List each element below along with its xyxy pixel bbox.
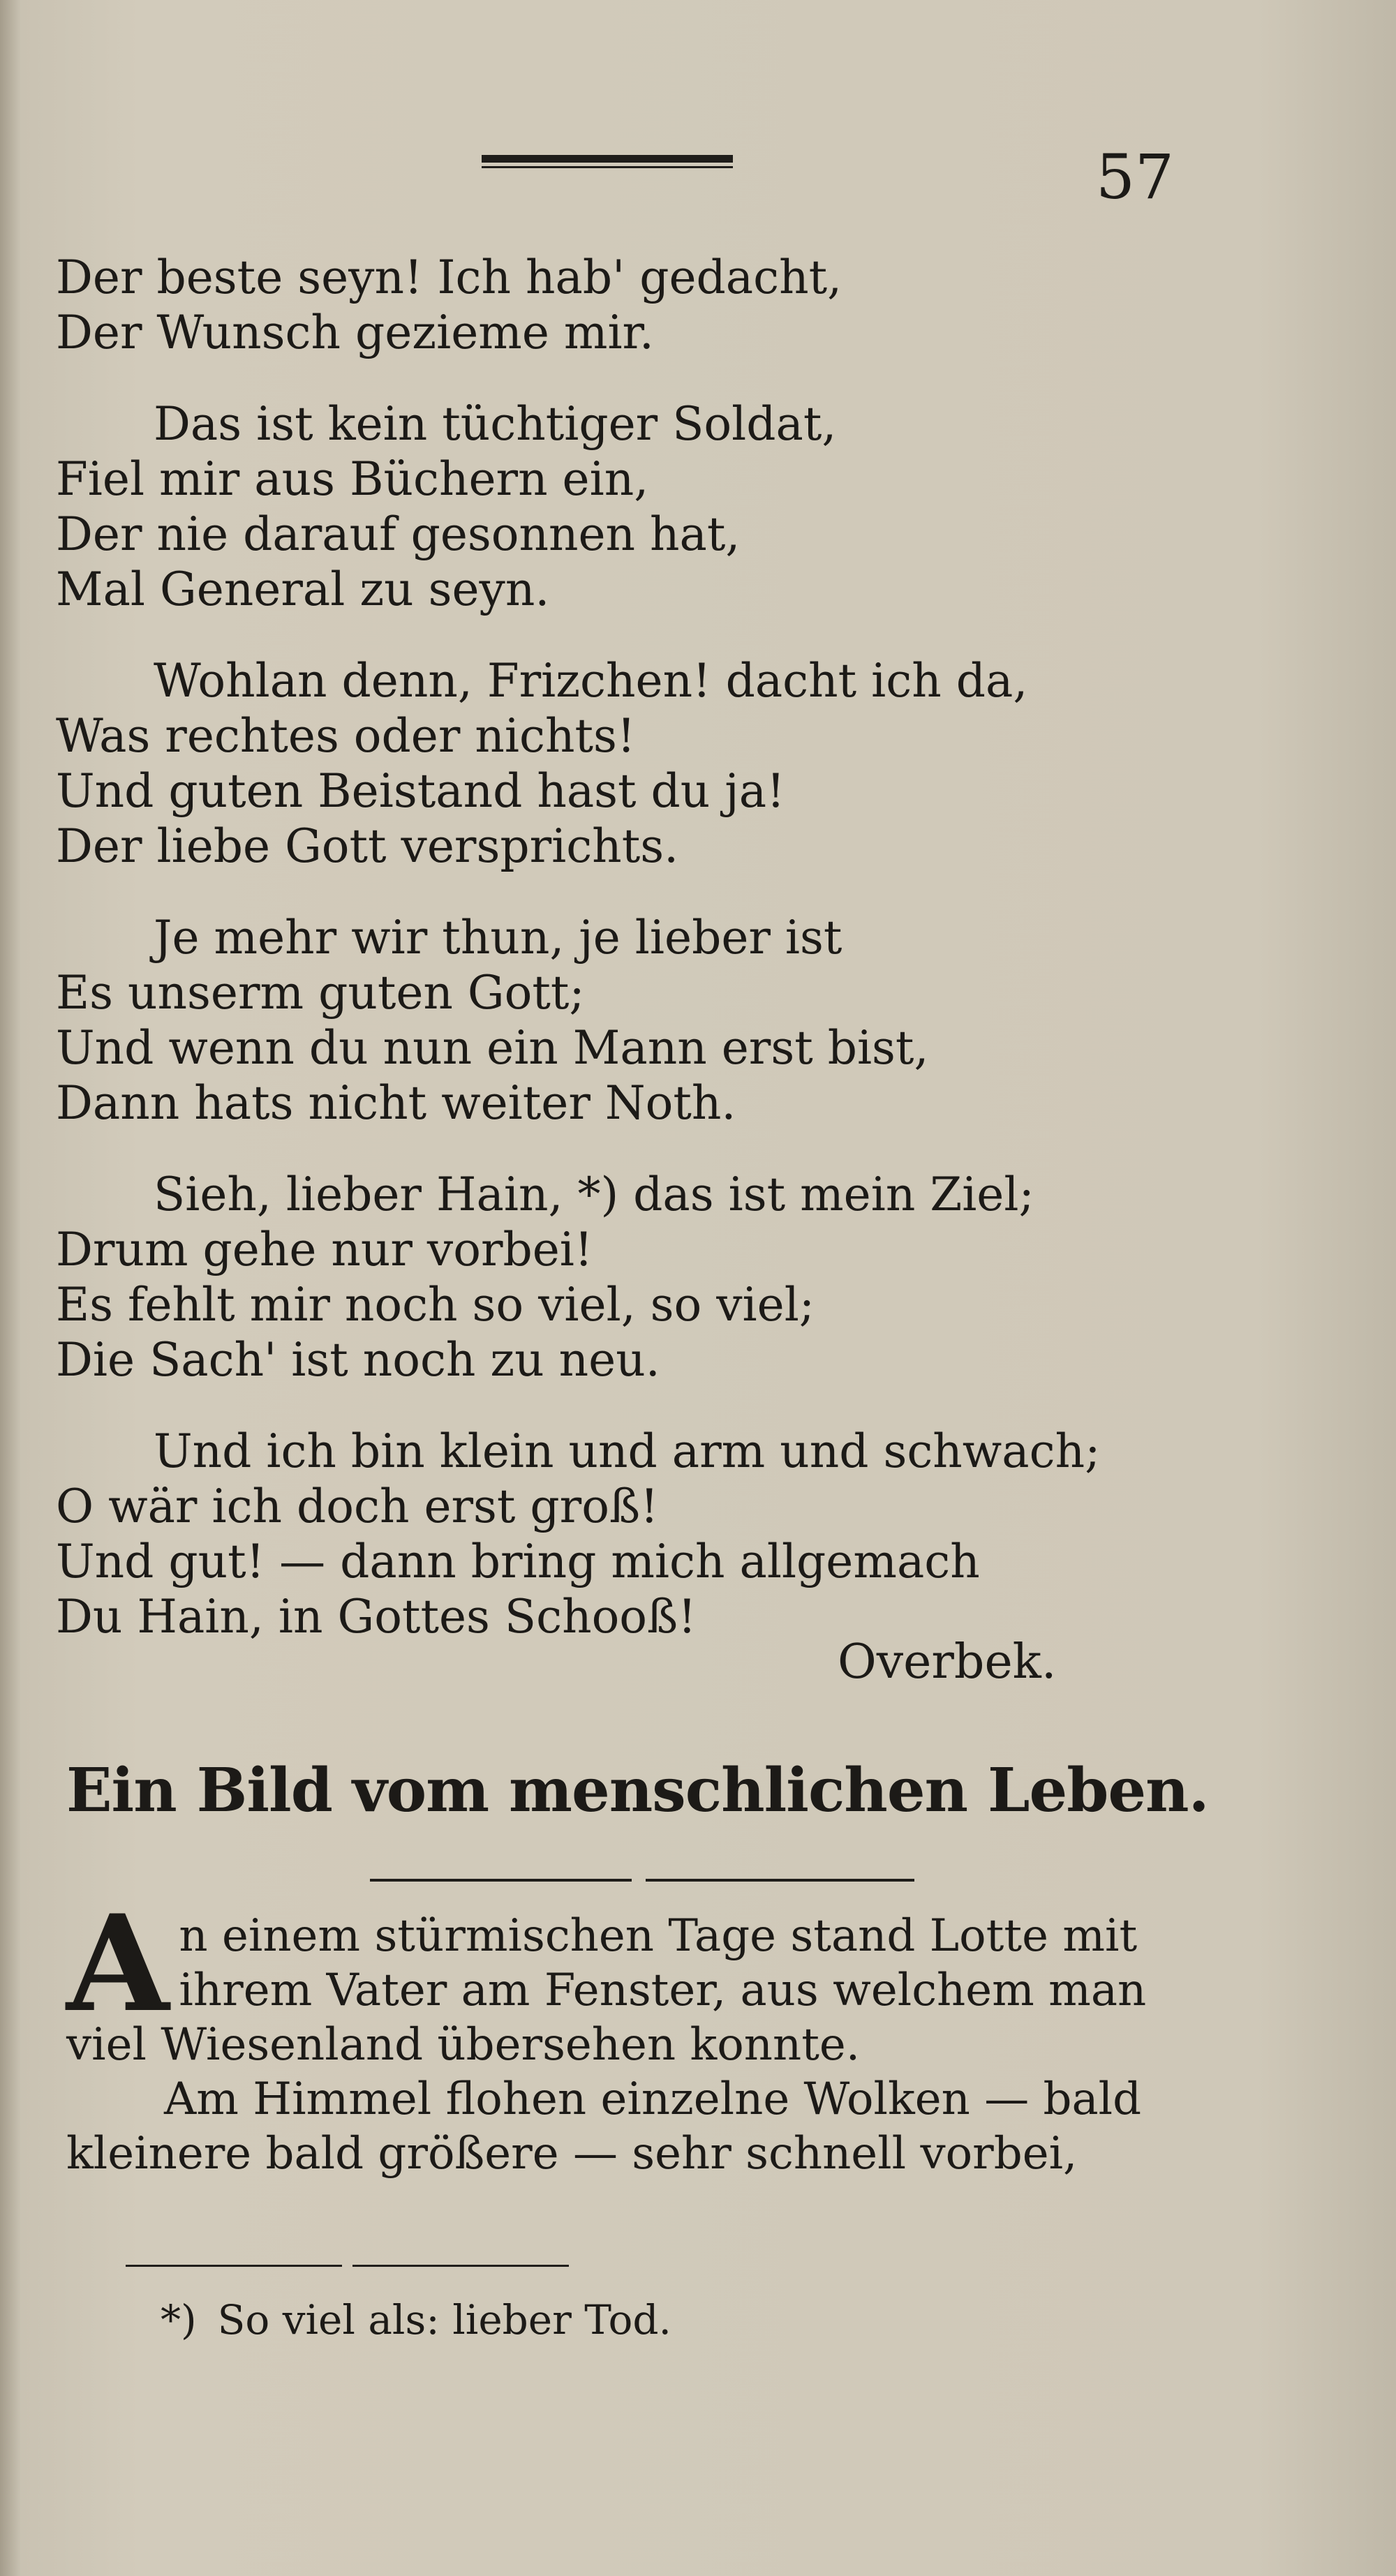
section-title: Ein Bild vom menschlichen Leben. [66, 1755, 1209, 1826]
poem-line: Du Hain, in Gottes Schooß! [56, 1590, 697, 1644]
poem-line: Der Wunsch gezieme mir. [56, 306, 654, 359]
stanza [56, 1424, 1208, 1644]
poem-line: O wär ich doch erst groß! [56, 1480, 659, 1533]
poem-line: Je mehr wir thun, je lieber ist [154, 911, 842, 965]
poem-line: Der nie darauf gesonnen hat, [56, 507, 741, 561]
poem-line: Der liebe Gott versprichts. [56, 819, 679, 873]
page-number: 57 [1096, 141, 1174, 213]
poem-line: Die Sach' ist noch zu neu. [56, 1333, 660, 1387]
footnote-rule-left [126, 2265, 342, 2267]
title-divider [370, 1879, 914, 1882]
footnote-rule-right [352, 2265, 569, 2267]
header-rule [482, 155, 733, 167]
footnote-text: So viel als: lieber Tod. [217, 2296, 671, 2344]
paragraph-1 [66, 1886, 1190, 2072]
poem-line: Der beste seyn! Ich hab' gedacht, [56, 251, 842, 304]
stanza [56, 396, 1208, 617]
poem-line: Fiel mir aus Büchern ein, [56, 452, 649, 506]
poem-line: Wohlan denn, Frizchen! dacht ich da, [154, 654, 1028, 708]
footnote-mark: *) [161, 2296, 197, 2344]
prose [66, 1886, 1190, 2181]
stanza [56, 910, 1208, 1131]
title-divider-left [370, 1879, 632, 1882]
poem-line: Dann hats nicht weiter Noth. [56, 1076, 736, 1130]
poem-line: Es unserm guten Gott; [56, 966, 585, 1020]
paragraph-1-text: n einem stürmischen Tage stand Lotte mit ihrem Vater am Fenster, aus welchem man viel Wiesenland übersehen konnte. [66, 1910, 1147, 2071]
poem-line: Und guten Beistand hast du ja! [56, 764, 785, 818]
poem-line: Sieh, lieber Hain, *) das ist mein Ziel; [154, 1168, 1034, 1221]
poem-line: Und ich bin klein und arm und schwach; [154, 1424, 1101, 1478]
title-divider-right [646, 1879, 914, 1882]
poem-author: Overbek. [838, 1635, 1057, 1690]
poem-line: Das ist kein tüchtiger Soldat, [154, 397, 837, 451]
poem-line: Und gut! — dann bring mich allgemach [56, 1535, 980, 1588]
drop-cap: A [66, 1886, 170, 2041]
poem-line: Drum gehe nur vorbei! [56, 1223, 593, 1276]
poem-line: Mal General zu seyn. [56, 563, 550, 616]
stanza [56, 1167, 1208, 1387]
paragraph-2: Am Himmel flohen einzelne Wolken — bald kleinere bald größere — sehr schnell vorbei, [66, 2074, 1142, 2180]
poem-line: Es fehlt mir noch so viel, so viel; [56, 1278, 815, 1332]
poem [56, 250, 1208, 1681]
footnote [161, 2296, 671, 2344]
header-rule-thin [482, 166, 733, 168]
stanza [56, 653, 1208, 874]
poem-line: Und wenn du nun ein Mann erst bist, [56, 1021, 929, 1075]
footnote-rule [126, 2265, 614, 2267]
poem-line: Was rechtes oder nichts! [56, 709, 636, 763]
stanza [56, 250, 1208, 360]
header-rule-thick [482, 155, 733, 163]
